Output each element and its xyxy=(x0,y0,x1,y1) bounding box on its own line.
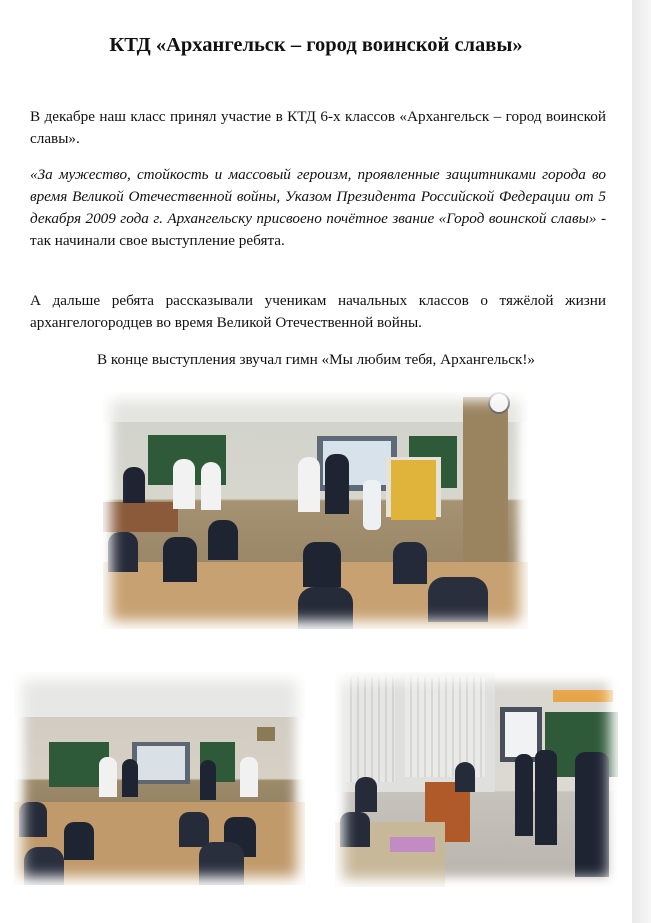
quote-continuation: - так начинали свое выступление ребята. xyxy=(30,210,606,249)
paragraph-story: А дальше ребята рассказывали ученикам начальных классов о тяжёлой жизни архангелогородцев во время Великой Отечественной войны. xyxy=(30,292,606,331)
classroom-photo-main xyxy=(103,392,528,629)
classroom-photo-right xyxy=(335,672,618,887)
page-edge xyxy=(632,0,651,923)
quote-text: «За мужество, стойкость и массовый героизм, проявленные защитниками города во время Великой Отечественной войны, Указом Президента Российской Федерации от 5 декабря 2009 года г. Архангельску присвоено почётное звание «Город воинской славы» xyxy=(30,166,606,227)
paragraph-intro: В декабре наш класс принял участие в КТД 6-х классов «Архангельск – город воинской славы». xyxy=(30,108,606,147)
paragraph-anthem: В конце выступления звучал гимн «Мы любим тебя, Архангельск!» xyxy=(96,351,536,368)
document-title: КТД «Архангельск – город воинской славы» xyxy=(109,34,523,56)
paragraph-quote xyxy=(30,164,606,252)
classroom-photo-left xyxy=(14,672,305,885)
